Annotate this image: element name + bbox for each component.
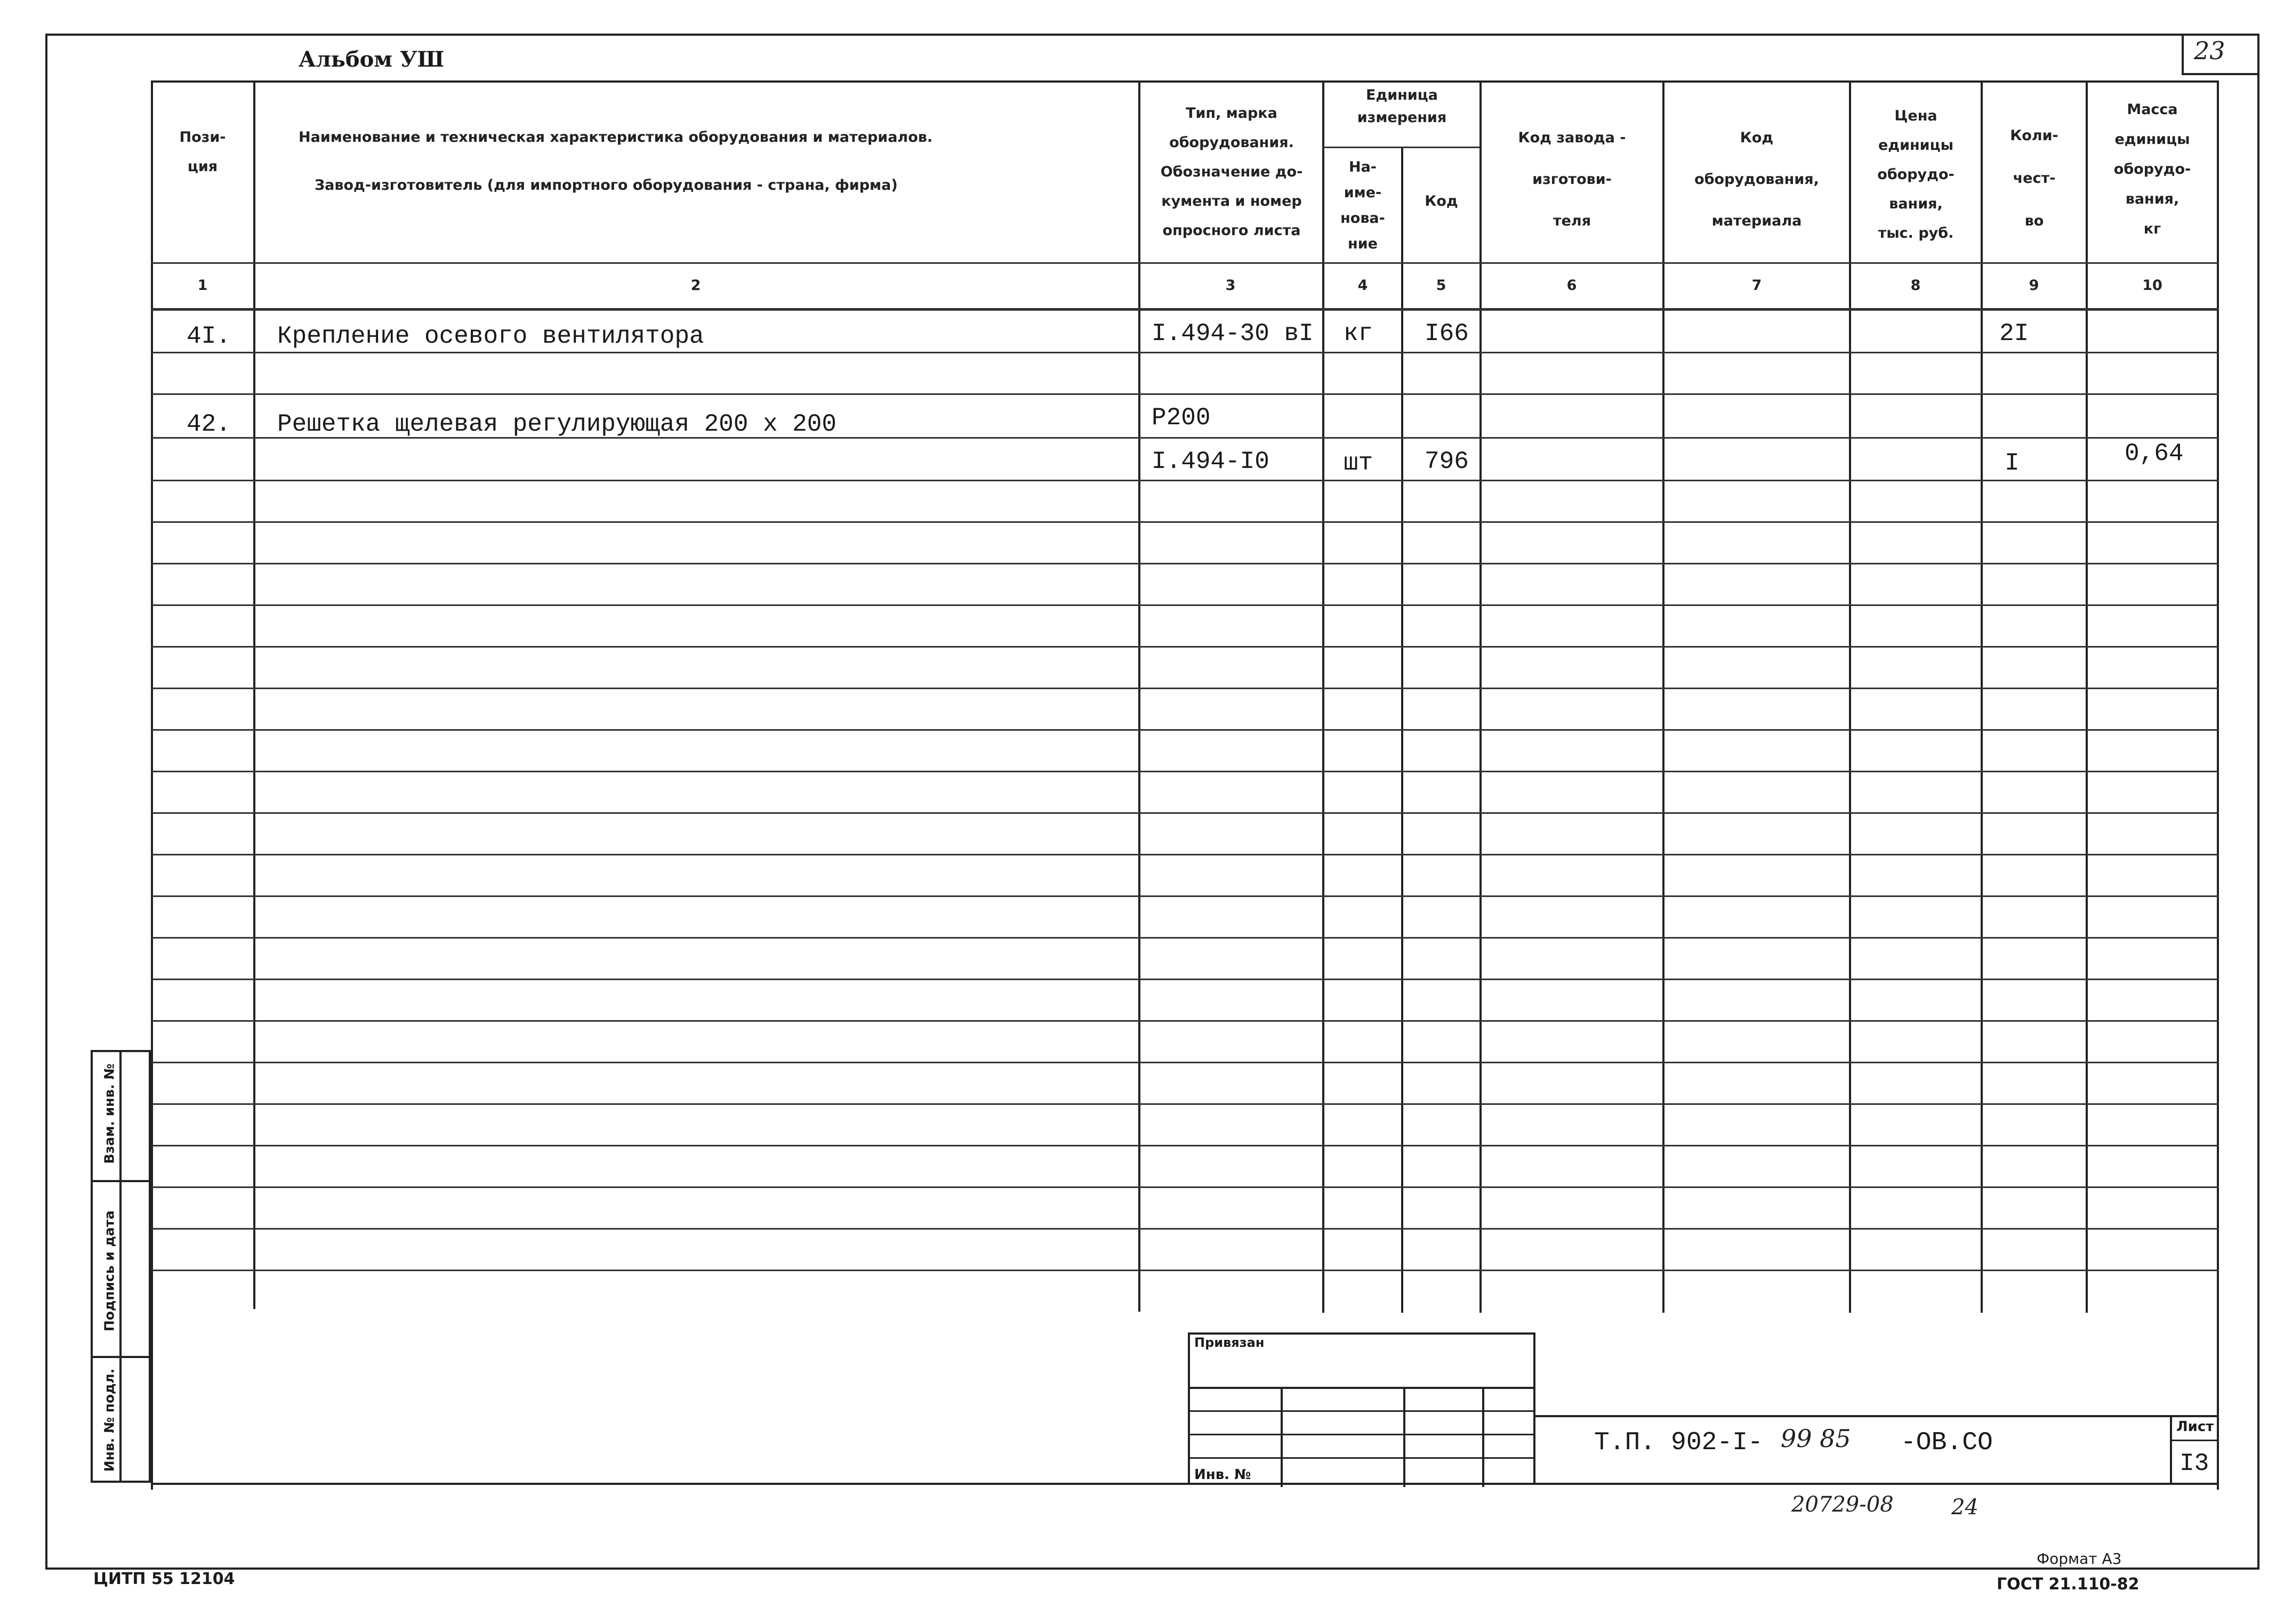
title-block-top-line <box>1535 1415 2219 1417</box>
row-42-name: Решетка щелевая регулирующая 200 х 200 <box>277 410 837 438</box>
table-row-line <box>151 646 2219 648</box>
column-number-9: 9 <box>2029 277 2039 294</box>
designation-suffix: -ОВ.СО <box>1901 1428 1993 1457</box>
header-unit-name: На- име- нова- ние <box>1340 159 1385 252</box>
table-row-line <box>151 854 2219 855</box>
row-42b-mass: 0,64 <box>2125 440 2184 467</box>
header-doc: Тип, марка оборудования. Обозначение до- кумента и номер опросного листа <box>1160 105 1303 239</box>
designation-prefix: Т.П. 902-I- <box>1594 1428 1763 1457</box>
header-name-line2: Завод-изготовитель (для импортного оборудования - страна, фирма) <box>315 177 898 193</box>
table-row-line <box>151 688 2219 689</box>
row-41-code: I66 <box>1425 320 1469 348</box>
col-line-8 <box>1981 80 1983 1313</box>
col-line-10 <box>2217 80 2219 1313</box>
header-unit-code: Код <box>1425 193 1458 209</box>
privyazan-label: Привязан <box>1194 1335 1265 1350</box>
col-line-5 <box>1479 80 1482 1313</box>
column-number-6: 6 <box>1566 277 1577 294</box>
table-row-line <box>151 1020 2219 1022</box>
side-stamp <box>91 1050 151 1483</box>
table-row-line <box>151 393 2219 395</box>
table-row-line <box>151 1145 2219 1146</box>
header-equipment-code: Код оборудования, материала <box>1694 130 1819 229</box>
col-line-1 <box>253 80 255 1309</box>
footer-gost: ГОСТ 21.110-82 <box>1997 1575 2140 1594</box>
row-41-doc: I.494-30 вI <box>1152 320 1314 348</box>
row-41-position: 4I. <box>187 322 231 350</box>
title-block-bottom-line <box>151 1483 2219 1485</box>
column-number-10: 10 <box>2142 277 2162 294</box>
sheet-number: I3 <box>2180 1450 2209 1477</box>
row-42b-unit: шт <box>1344 449 1373 477</box>
album-title: Альбом УШ <box>299 47 445 72</box>
col-line-6 <box>1662 80 1664 1313</box>
table-row-line <box>151 979 2219 980</box>
column-number-3: 3 <box>1225 277 1236 294</box>
column-number-2: 2 <box>690 277 701 294</box>
header-price: Цена единицы оборудо- вания, тыс. руб. <box>1877 108 1955 241</box>
hand-note: 20729-08 <box>1791 1492 1894 1517</box>
header-position: Пози- ция <box>179 129 226 175</box>
footer-left-code: ЦИТП 55 12104 <box>93 1570 235 1588</box>
unit-group-line <box>1322 147 1479 148</box>
sheet-label: Лист <box>2176 1419 2214 1435</box>
col-line-9 <box>2086 80 2088 1313</box>
footer-format: Формат А3 <box>2037 1550 2122 1568</box>
header-quantity: Коли- чест- во <box>2010 127 2058 229</box>
table-row-line <box>151 1062 2219 1063</box>
corner-number: 23 <box>2194 36 2225 65</box>
row-41-name: Крепление осевого вентилятора <box>277 322 704 350</box>
table-row-line <box>151 563 2219 564</box>
side-inv-replace: Взам. инв. № <box>101 1063 117 1164</box>
header-factory-code: Код завода - изготови- теля <box>1518 130 1626 229</box>
table-row-line <box>151 604 2219 606</box>
table-row-line <box>151 521 2219 523</box>
col-line-2 <box>1138 80 1140 1312</box>
col-line-7 <box>1849 80 1851 1313</box>
row-42b-doc: I.494-I0 <box>1152 448 1269 475</box>
table-row-line <box>151 1270 2219 1271</box>
privyazan-box <box>1188 1332 1535 1485</box>
column-number-1: 1 <box>197 277 208 294</box>
column-number-7: 7 <box>1751 277 1762 294</box>
table-row-line <box>151 480 2219 481</box>
row-42-doc: Р200 <box>1152 404 1211 432</box>
table-row-line <box>151 937 2219 939</box>
row-41-unit: кг <box>1344 320 1373 348</box>
header-name-line1: Наименование и техническая характеристика оборудования и материалов. <box>299 129 933 146</box>
row-42b-qty: I <box>2005 449 2020 477</box>
colnum-bottom-line <box>151 308 2219 311</box>
side-sign-date: Подпись и дата <box>101 1210 117 1332</box>
header-unit-group: Единица измерения <box>1357 87 1447 126</box>
row-41-qty: 2I <box>1999 320 2029 348</box>
row-42-position: 42. <box>187 410 231 438</box>
table-row-line <box>151 1103 2219 1105</box>
column-number-8: 8 <box>1910 277 1921 294</box>
hand-note-2: 24 <box>1951 1495 1979 1520</box>
table-row-line <box>151 812 2219 814</box>
table-row-line <box>151 729 2219 731</box>
header-bottom-line <box>151 262 2219 264</box>
row-42b-code: 796 <box>1425 448 1469 475</box>
table-row-line <box>151 1228 2219 1230</box>
inv-no-label: Инв. № <box>1194 1467 1251 1483</box>
table-row-line <box>151 771 2219 772</box>
side-inv-orig: Инв. № подл. <box>101 1368 117 1472</box>
column-number-4: 4 <box>1357 277 1368 294</box>
col-line-3 <box>1322 80 1324 1313</box>
table-row-line <box>151 1186 2219 1188</box>
column-number-5: 5 <box>1436 277 1446 294</box>
table-row-line <box>151 895 2219 897</box>
designation-handwritten: 99 85 <box>1781 1424 1851 1453</box>
table-row-line <box>151 352 2219 353</box>
header-mass: Масса единицы оборудо- вания, кг <box>2113 101 2191 237</box>
